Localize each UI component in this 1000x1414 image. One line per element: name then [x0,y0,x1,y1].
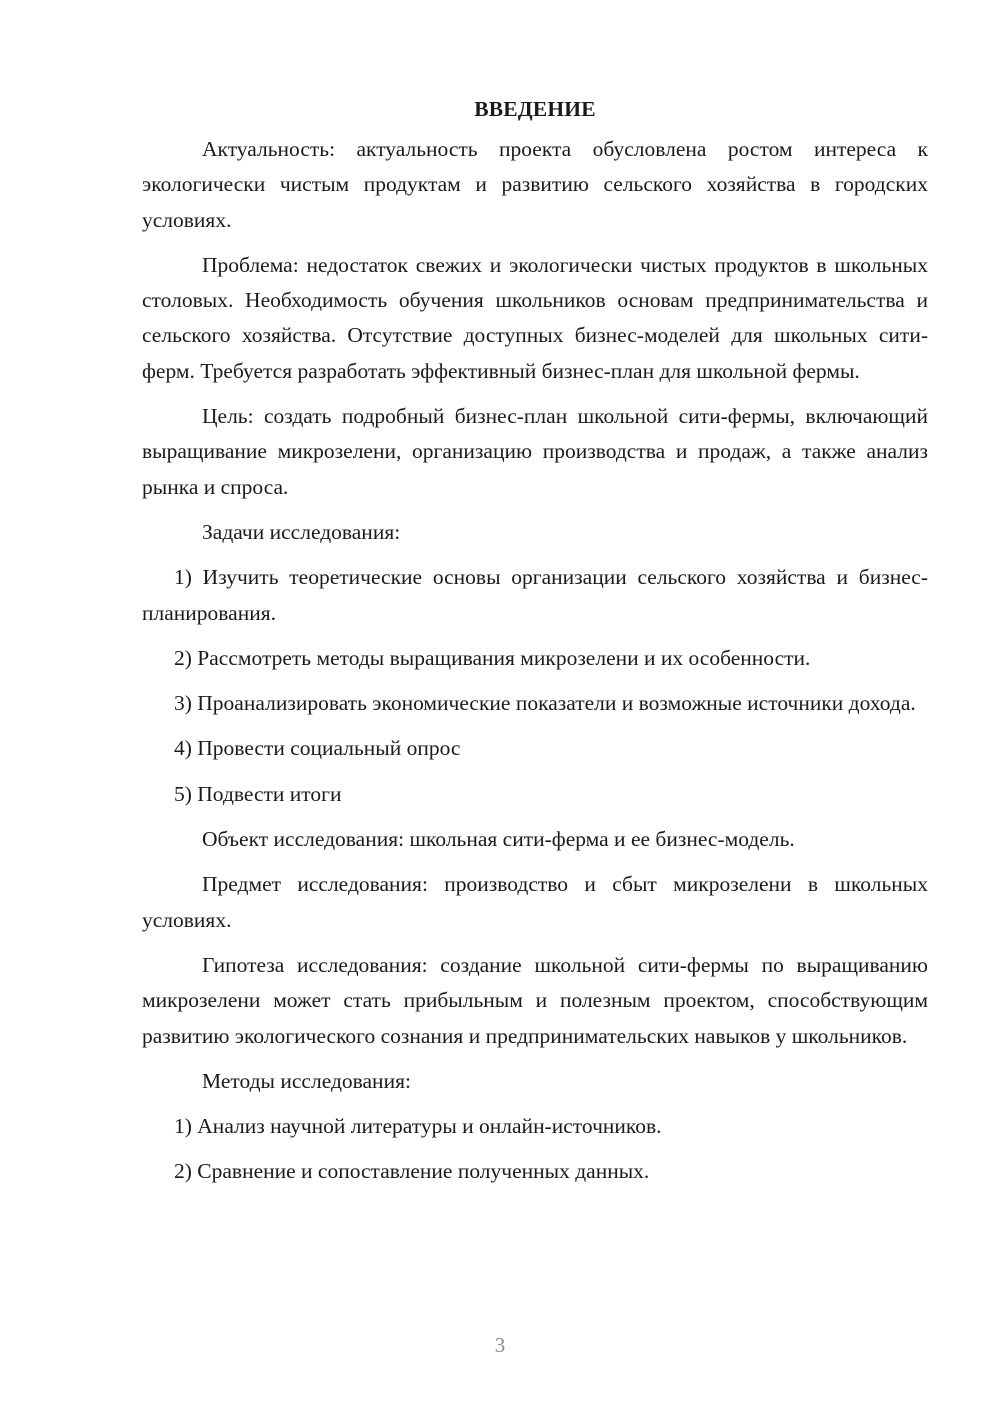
list-item-task-2: 2) Рассмотреть методы выращивания микрозелени и их особенности. [174,645,811,670]
paragraph-problem: Проблема: недостаток свежих и экологически чистых продуктов в школьных столовых. Необходимость обучения школьников основам предпринимательства и сельского хозяйства. Отсутствие доступных бизнес-моделей для школьных сити-ферм. Требуется разработать эффективный бизнес-план для школьной фермы. [142,252,928,383]
paragraph-relevance: Актуальность: актуальность проекта обусловлена ростом интереса к экологически чистым продуктам и развитию сельского хозяйства в городских условиях. [142,137,928,232]
paragraph-goal: Цель: создать подробный бизнес-план школьной сити-фермы, включающий выращивание микрозелени, организацию производства и продаж, а также анализ рынка и спроса. [142,404,928,499]
paragraph-hypothesis: Гипотеза исследования: создание школьной сити-фермы по выращиванию микрозелени может стать прибыльным и полезным проектом, способствующим развитию экологического сознания и предпринимательских навыков у школьников. [142,952,928,1048]
paragraph-object: Объект исследования: школьная сити-ферма и ее бизнес-модель. [202,827,795,852]
page-number: 3 [494,1333,506,1357]
list-item-task-1: 1) Изучить теоретические основы организации сельского хозяйства и бизнес-планирования. [142,565,928,625]
list-item-method-2: 2) Сравнение и сопоставление полученных данных. [174,1159,650,1184]
paragraph-methods-title: Методы исследования: [202,1068,411,1093]
list-item-task-4: 4) Провести социальный опрос [174,736,461,761]
section-heading: ВВЕДЕНИЕ [474,97,596,121]
document-page [142,92,928,1200]
list-item-method-1: 1) Анализ научной литературы и онлайн-источников. [174,1114,662,1139]
paragraph-tasks-title: Задачи исследования: [202,519,401,544]
list-item-task-3: 3) Проанализировать экономические показатели и возможные источники дохода. [174,691,916,716]
paragraph-subject: Предмет исследования: производство и сбыт микрозелени в школьных условиях. [142,872,928,932]
list-item-task-5: 5) Подвести итоги [174,781,342,806]
